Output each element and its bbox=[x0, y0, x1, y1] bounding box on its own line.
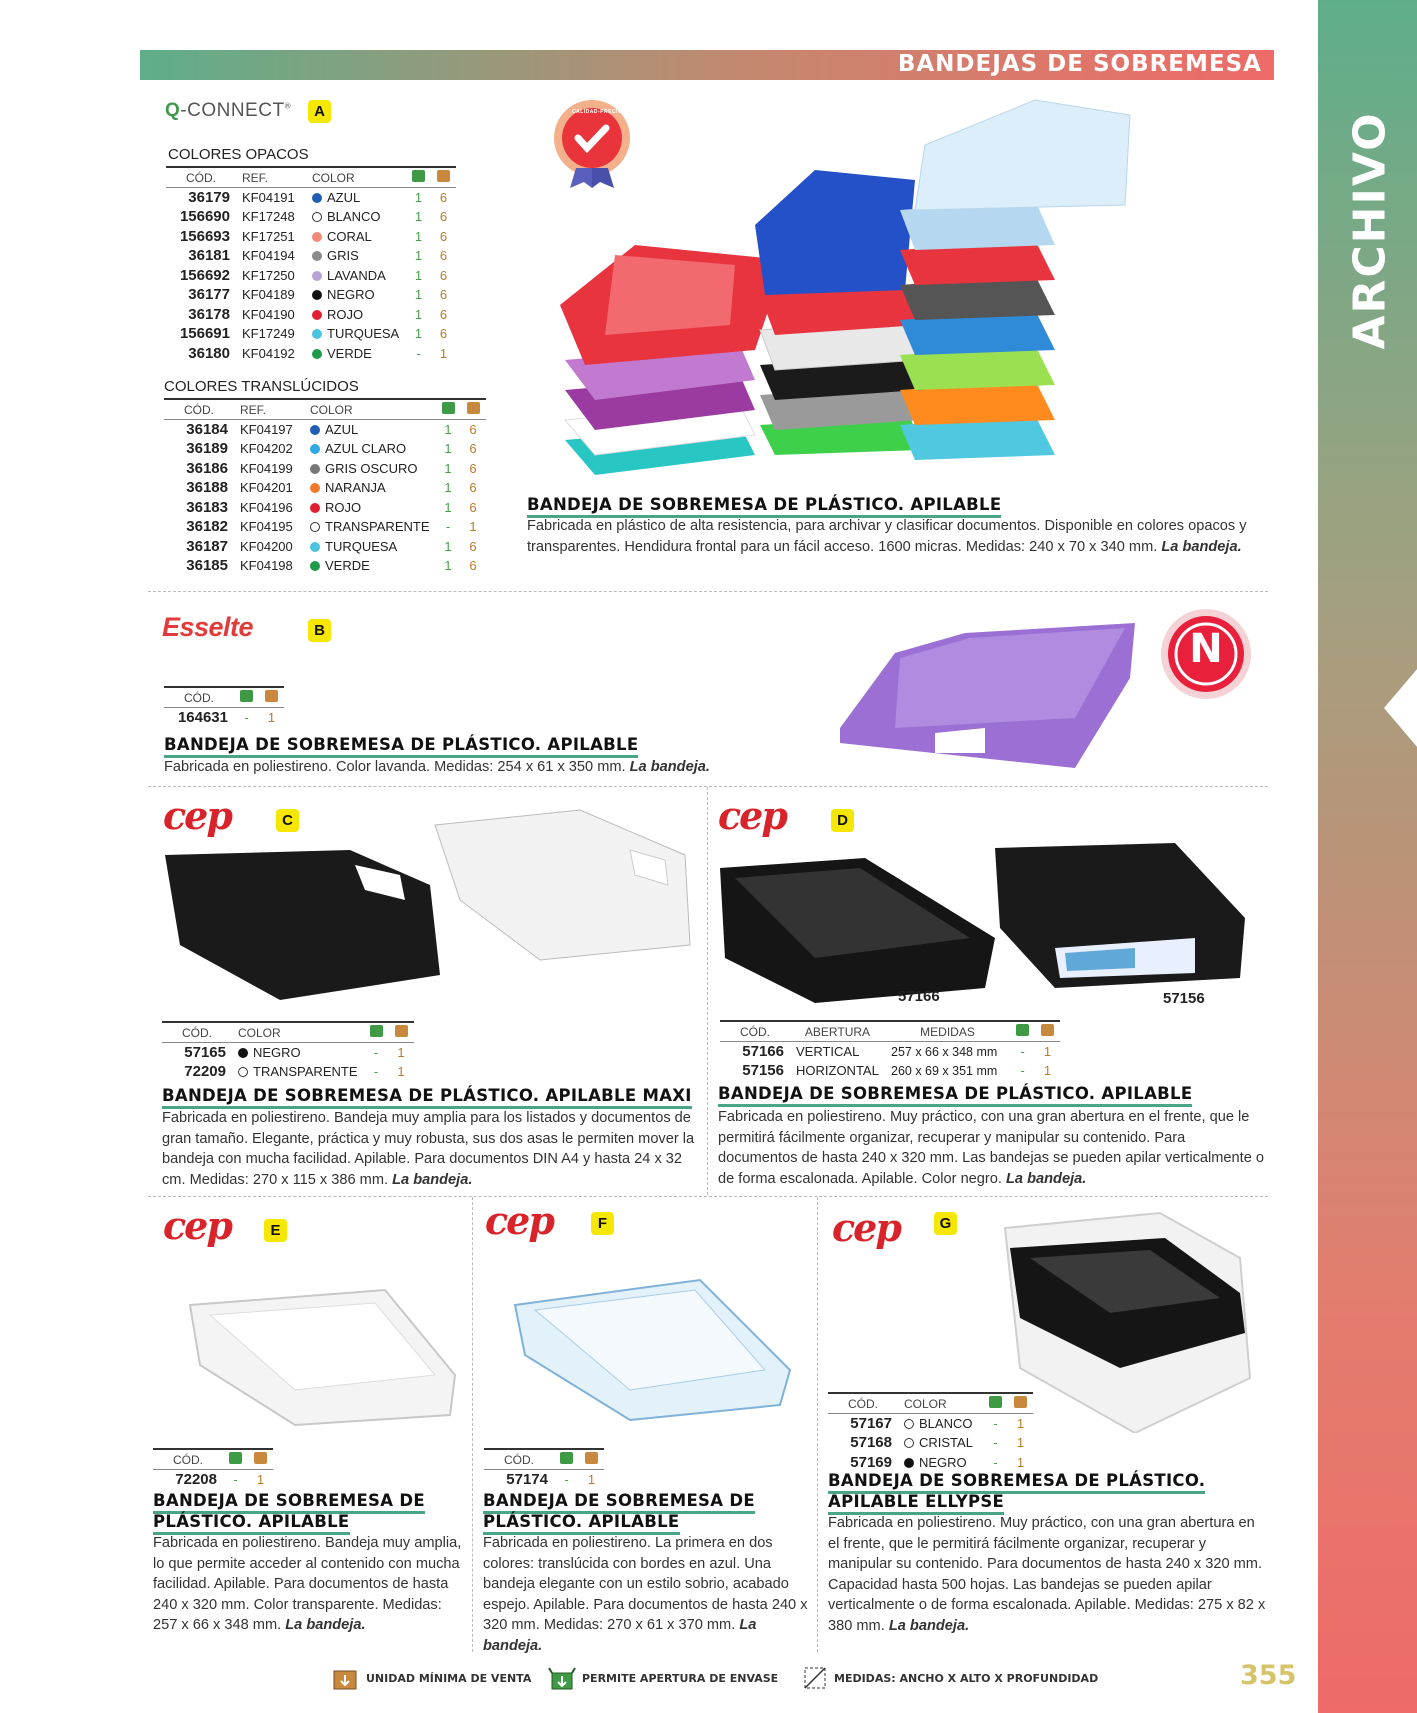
cell-unit-qty: 6 bbox=[439, 248, 448, 264]
product-image-ellypse-trays bbox=[1000, 1208, 1270, 1433]
cell-medidas: 260 x 69 x 351 mm bbox=[891, 1063, 998, 1078]
header-band bbox=[140, 50, 1274, 80]
color-swatch bbox=[312, 212, 322, 222]
col-unit-icon bbox=[461, 399, 486, 420]
color-swatch bbox=[312, 251, 322, 261]
cell-open-qty: - bbox=[244, 710, 249, 725]
table-row bbox=[164, 459, 486, 479]
brand-logo-esselte: Esselte bbox=[162, 612, 254, 642]
table-row bbox=[164, 498, 486, 518]
col-unit-icon bbox=[259, 687, 284, 708]
new-badge-letter: N bbox=[1189, 626, 1223, 672]
col-open-icon bbox=[436, 399, 461, 420]
cell-unit-qty: 1 bbox=[1043, 1063, 1052, 1079]
product-desc-d: Fabricada en poliestireno. Muy práctico, con una gran abertura en el frente, que le permitirá fácilmente organizar, recuperar y manipular su contenido. Para documentos de hasta 240 x 320 mm. Las bandejas se pueden apilar verticalmente o de forma escalonada. Apilable. Color negro. La bandeja. bbox=[718, 1109, 1264, 1187]
col-unit-icon bbox=[248, 1449, 273, 1470]
divider bbox=[817, 1197, 818, 1652]
cell-color: VERDE bbox=[304, 556, 436, 576]
color-swatch bbox=[310, 483, 320, 493]
divider bbox=[472, 1197, 473, 1652]
cell-cod: 156693 bbox=[179, 227, 230, 245]
cell-cod: 36187 bbox=[186, 537, 228, 555]
product-image-clear-tray bbox=[185, 1285, 460, 1435]
cell-unit-qty: 6 bbox=[469, 441, 477, 457]
cell-abertura: VERTICAL bbox=[796, 1044, 860, 1059]
badge-g: G bbox=[934, 1212, 957, 1235]
table-row bbox=[166, 324, 456, 344]
product-image-stacked-trays bbox=[555, 95, 1255, 485]
cell-cod: 57169 bbox=[850, 1453, 892, 1471]
cell-cod: 36184 bbox=[186, 421, 228, 438]
open-box-icon bbox=[548, 1665, 576, 1691]
col-unit-icon bbox=[389, 1022, 414, 1043]
color-swatch bbox=[312, 193, 322, 203]
col-cod: CÓD. bbox=[484, 1449, 554, 1470]
cell-unit-qty: 6 bbox=[469, 499, 477, 515]
product-title-f: BANDEJA DE SOBREMESA DE PLÁSTICO. APILABLE bbox=[483, 1490, 755, 1532]
footer-legend-open: PERMITE APERTURA DE ENVASE bbox=[548, 1665, 778, 1691]
cell-color: NARANJA bbox=[304, 478, 436, 498]
product-desc-g: Fabricada en poliestireno. Muy práctico, con una gran abertura en el frente, que le permitirá fácilmente organizar, recuperar y manipular su contenido. Para documentos de hasta 240 x 320 mm. Capacidad hasta 500 hojas. Las bandejas se pueden apilar verticalmente o de forma escalonada. Apilable. Medidas: 275 x 82 x 380 mm. La bandeja. bbox=[828, 1515, 1266, 1634]
color-swatch bbox=[312, 232, 322, 242]
table-row bbox=[164, 556, 486, 576]
cell-open-qty: 1 bbox=[444, 460, 452, 476]
cell-cod: 36186 bbox=[186, 459, 228, 477]
color-swatch bbox=[310, 444, 320, 454]
cell-unit-qty: 1 bbox=[1016, 1454, 1025, 1470]
measure-icon bbox=[802, 1665, 828, 1691]
col-open-icon bbox=[364, 1022, 389, 1043]
badge-f: F bbox=[591, 1212, 614, 1235]
col-unit-icon bbox=[431, 167, 456, 188]
cell-unit-qty: 1 bbox=[1043, 1044, 1052, 1059]
cell-open-qty: 1 bbox=[414, 267, 423, 283]
cell-open-qty: - bbox=[1020, 1044, 1025, 1059]
cell-ref: KF04202 bbox=[240, 441, 293, 457]
col-unit-icon bbox=[1008, 1393, 1033, 1414]
table-row bbox=[720, 1042, 1060, 1062]
side-banner-label: ARCHIVO bbox=[1344, 110, 1396, 350]
cell-unit-qty: 6 bbox=[439, 306, 448, 322]
cell-color: TURQUESA bbox=[306, 324, 406, 344]
col-open-icon bbox=[406, 167, 431, 188]
cell-unit-qty: 6 bbox=[469, 538, 477, 554]
cell-ref: KF17251 bbox=[242, 228, 295, 244]
product-image-black-trays bbox=[715, 838, 1255, 1008]
cell-ref: KF04192 bbox=[242, 345, 295, 361]
badge-d: D bbox=[831, 809, 854, 832]
cell-color: TRANSPARENTE bbox=[232, 1062, 364, 1082]
color-swatch bbox=[904, 1438, 914, 1448]
table-row bbox=[153, 1470, 273, 1490]
cell-unit-qty: 6 bbox=[469, 422, 477, 437]
table-row bbox=[166, 227, 456, 247]
table-row bbox=[164, 420, 486, 440]
col-open-icon bbox=[554, 1449, 579, 1470]
cell-ref: KF04197 bbox=[240, 422, 293, 437]
color-swatch bbox=[310, 464, 320, 474]
col-ref: REF. bbox=[234, 399, 304, 420]
color-swatch bbox=[904, 1419, 914, 1429]
cell-cod: 57165 bbox=[184, 1044, 226, 1061]
cell-color: BLANCO bbox=[306, 207, 406, 227]
cell-open-qty: 1 bbox=[414, 248, 423, 264]
cell-open-qty: 1 bbox=[444, 538, 452, 554]
product-desc-a: Fabricada en plástico de alta resistencia, para archivar y clasificar documentos. Disponible en colores opacos y transparentes. Hendidura frontal para un fácil acceso. 1600 micras. Medidas: 240 x 70 x 340 mm. La bandeja. bbox=[527, 518, 1247, 555]
quality-seal-text: CALIDAD-PRECIO bbox=[572, 109, 623, 115]
cell-unit-qty: 6 bbox=[439, 287, 448, 303]
cell-unit-qty: 1 bbox=[439, 345, 448, 361]
col-open-icon bbox=[223, 1449, 248, 1470]
cell-unit-qty: 6 bbox=[469, 460, 477, 476]
cell-open-qty: - bbox=[993, 1454, 998, 1470]
color-swatch bbox=[310, 542, 320, 552]
cell-color: ROJO bbox=[304, 498, 436, 518]
cell-open-qty: - bbox=[233, 1472, 238, 1487]
col-cod: CÓD. bbox=[828, 1393, 898, 1414]
cell-cod: 72208 bbox=[175, 1471, 217, 1488]
product-title-d: BANDEJA DE SOBREMESA DE PLÁSTICO. APILABLE bbox=[718, 1083, 1192, 1104]
col-open-icon bbox=[234, 687, 259, 708]
color-swatch bbox=[310, 561, 320, 571]
color-swatch bbox=[312, 349, 322, 359]
badge-c: C bbox=[276, 809, 299, 832]
color-swatch bbox=[312, 310, 322, 320]
badge-b: B bbox=[308, 619, 331, 642]
col-cod: CÓD. bbox=[720, 1021, 790, 1042]
cell-cod: 36188 bbox=[186, 479, 228, 497]
cell-color: GRIS bbox=[306, 246, 406, 266]
cell-unit-qty: 1 bbox=[587, 1472, 596, 1487]
cell-color: AZUL bbox=[306, 188, 406, 208]
table-d bbox=[720, 1020, 1060, 1081]
cell-color: BLANCO bbox=[898, 1414, 983, 1434]
cell-ref: KF04190 bbox=[242, 306, 295, 322]
product-desc-e: Fabricada en poliestireno. Bandeja muy amplia, lo que permite acceder al contenido con mucha facilidad. Apilable. Para documentos de hasta 240 x 320 mm. Color transparente. Medidas: 257 x 66 x 348 mm. La bandeja. bbox=[153, 1535, 462, 1633]
col-color: COLOR bbox=[898, 1393, 983, 1414]
cell-color: GRIS OSCURO bbox=[304, 459, 436, 479]
cell-open-qty: 1 bbox=[414, 209, 423, 225]
table-e bbox=[153, 1448, 273, 1489]
cell-open-qty: - bbox=[993, 1416, 998, 1431]
badge-e: E bbox=[264, 1219, 287, 1242]
cell-open-qty: - bbox=[416, 345, 421, 361]
cell-cod: 156690 bbox=[179, 208, 230, 226]
table-row bbox=[166, 344, 456, 364]
cell-ref: KF17250 bbox=[242, 267, 295, 283]
cell-unit-qty: 6 bbox=[439, 267, 448, 283]
image-label-57166: 57166 bbox=[898, 988, 940, 1005]
cell-ref: KF04195 bbox=[240, 519, 293, 535]
cell-cod: 164631 bbox=[177, 709, 228, 726]
cell-open-qty: 1 bbox=[444, 499, 452, 515]
cell-open-qty: - bbox=[373, 1045, 379, 1060]
cell-color: AZUL bbox=[304, 420, 436, 440]
cell-color: AZUL CLARO bbox=[304, 439, 436, 459]
product-image-lavender-tray bbox=[835, 603, 1135, 773]
cell-cod: 57174 bbox=[506, 1471, 548, 1488]
color-swatch bbox=[312, 329, 322, 339]
cell-unit-qty: 6 bbox=[439, 228, 448, 244]
cell-unit-qty: 6 bbox=[439, 190, 448, 205]
cell-ref: KF04198 bbox=[240, 558, 293, 574]
cell-open-qty: 1 bbox=[414, 287, 423, 303]
cell-color: VERDE bbox=[306, 344, 406, 364]
table-b bbox=[164, 686, 284, 727]
cell-ref: KF04189 bbox=[242, 287, 295, 303]
table-g bbox=[828, 1392, 1033, 1472]
col-cod: CÓD. bbox=[164, 399, 234, 420]
cell-color: TRANSPARENTE bbox=[304, 517, 436, 537]
table-opacos bbox=[166, 166, 456, 363]
col-ref: REF. bbox=[236, 167, 306, 188]
table-row bbox=[828, 1433, 1033, 1453]
cell-unit-qty: 6 bbox=[469, 558, 477, 574]
brand-logo-cep: cep bbox=[485, 1198, 553, 1243]
cell-open-qty: 1 bbox=[414, 326, 423, 342]
col-unit-icon bbox=[579, 1449, 604, 1470]
cell-color: NEGRO bbox=[306, 285, 406, 305]
cell-color: NEGRO bbox=[232, 1043, 364, 1063]
cell-ref: KF04191 bbox=[242, 190, 295, 205]
footer-legend-measures: MEDIDAS: ANCHO X ALTO X PROFUNDIDAD bbox=[802, 1665, 1098, 1691]
cell-open-qty: - bbox=[564, 1472, 569, 1487]
cell-color: LAVANDA bbox=[306, 266, 406, 286]
col-cod: CÓD. bbox=[153, 1449, 223, 1470]
table-row bbox=[166, 246, 456, 266]
cell-unit-qty: 1 bbox=[469, 519, 477, 535]
cell-ref: KF17249 bbox=[242, 326, 295, 342]
col-open-icon bbox=[983, 1393, 1008, 1414]
product-desc-b: Fabricada en poliestireno. Color lavanda. Medidas: 254 x 61 x 350 mm. La bandeja. bbox=[164, 759, 710, 775]
cell-open-qty: 1 bbox=[414, 228, 423, 244]
product-title-a: BANDEJA DE SOBREMESA DE PLÁSTICO. APILABLE bbox=[527, 494, 1001, 515]
divider bbox=[148, 1196, 1268, 1197]
cell-cod: 72209 bbox=[184, 1063, 226, 1081]
table-row bbox=[164, 537, 486, 557]
product-desc-f: Fabricada en poliestireno. La primera en dos colores: translúcida con bordes en azul. Una bandeja elegante con un estilo sobrio, acabado espejo. Apilable. Para documentos de hasta 240 x 320 mm. Medidas: 270 x 61 x 370 mm. La bandeja. bbox=[483, 1535, 808, 1654]
table-c bbox=[162, 1021, 414, 1082]
cell-ref: KF04200 bbox=[240, 538, 293, 554]
page-number: 355 bbox=[1240, 1660, 1297, 1691]
product-title-c: BANDEJA DE SOBREMESA DE PLÁSTICO. APILABLE MAXI bbox=[162, 1085, 692, 1106]
table-row bbox=[164, 478, 486, 498]
product-title-b: BANDEJA DE SOBREMESA DE PLÁSTICO. APILABLE bbox=[164, 734, 638, 755]
cell-ref: KF04201 bbox=[240, 480, 293, 496]
cell-cod: 36177 bbox=[188, 286, 230, 304]
cell-cod: 57167 bbox=[850, 1415, 892, 1432]
product-title-g: BANDEJA DE SOBREMESA DE PLÁSTICO. APILABLE ELLYPSE bbox=[828, 1470, 1205, 1512]
cell-open-qty: - bbox=[993, 1435, 998, 1451]
table-f bbox=[484, 1448, 604, 1489]
col-cod: CÓD. bbox=[166, 167, 236, 188]
cell-ref: KF04199 bbox=[240, 460, 293, 476]
cell-color: NEGRO bbox=[898, 1453, 983, 1473]
cell-cod: 57166 bbox=[742, 1043, 784, 1060]
cell-cod: 57156 bbox=[742, 1062, 784, 1080]
table-row bbox=[162, 1043, 414, 1063]
color-swatch bbox=[312, 290, 322, 300]
cell-open-qty: - bbox=[373, 1064, 379, 1080]
table-row bbox=[164, 439, 486, 459]
label-colores-opacos: COLORES OPACOS bbox=[168, 146, 309, 163]
cell-unit-qty: 1 bbox=[397, 1064, 405, 1080]
brand-logo-cep: cep bbox=[718, 793, 786, 838]
cell-cod: 156692 bbox=[179, 266, 230, 284]
col-medidas: MEDIDAS bbox=[885, 1021, 1010, 1042]
table-row bbox=[720, 1061, 1060, 1081]
label-colores-translucidos: COLORES TRANSLÚCIDOS bbox=[164, 378, 359, 395]
cell-color: CRISTAL bbox=[898, 1433, 983, 1453]
cell-ref: KF17248 bbox=[242, 209, 295, 225]
cell-unit-qty: 1 bbox=[1016, 1435, 1025, 1451]
color-swatch bbox=[310, 425, 320, 435]
color-swatch bbox=[310, 503, 320, 513]
color-swatch bbox=[310, 522, 320, 532]
brand-logo-qconnect: Q-CONNECT® bbox=[165, 100, 291, 121]
cell-unit-qty: 6 bbox=[439, 326, 448, 342]
color-swatch bbox=[904, 1458, 914, 1468]
cell-open-qty: 1 bbox=[444, 422, 452, 437]
color-swatch bbox=[238, 1048, 248, 1058]
table-row bbox=[828, 1414, 1033, 1434]
box-icon bbox=[332, 1665, 360, 1691]
table-row bbox=[166, 266, 456, 286]
cell-ref: KF04196 bbox=[240, 499, 293, 515]
col-unit-icon bbox=[1035, 1021, 1060, 1042]
table-row bbox=[166, 305, 456, 325]
color-swatch bbox=[312, 271, 322, 281]
brand-logo-cep: cep bbox=[832, 1205, 900, 1250]
cell-open-qty: 1 bbox=[414, 306, 423, 322]
cell-cod: 36178 bbox=[188, 305, 230, 323]
cell-open-qty: - bbox=[1020, 1063, 1025, 1079]
badge-a: A bbox=[308, 100, 331, 123]
table-row bbox=[164, 517, 486, 537]
cell-unit-qty: 6 bbox=[439, 209, 448, 225]
table-row bbox=[166, 207, 456, 227]
brand-logo-cep: cep bbox=[163, 1203, 231, 1248]
cell-unit-qty: 1 bbox=[267, 710, 276, 725]
cell-unit-qty: 1 bbox=[397, 1045, 405, 1060]
cell-color: ROJO bbox=[306, 305, 406, 325]
cell-cod: 36182 bbox=[186, 518, 228, 536]
divider bbox=[148, 591, 1268, 592]
image-label-57156: 57156 bbox=[1163, 990, 1205, 1007]
cell-cod: 36183 bbox=[186, 498, 228, 516]
product-image-maxi-trays bbox=[160, 805, 700, 1005]
table-row bbox=[162, 1062, 414, 1082]
cell-color: CORAL bbox=[306, 227, 406, 247]
cell-cod: 57168 bbox=[850, 1434, 892, 1452]
table-translucidos bbox=[164, 398, 486, 576]
cell-open-qty: - bbox=[445, 519, 451, 535]
cell-medidas: 257 x 66 x 348 mm bbox=[891, 1044, 998, 1059]
product-image-blue-clear-tray bbox=[510, 1275, 795, 1425]
cell-unit-qty: 6 bbox=[469, 480, 477, 496]
cell-color: TURQUESA bbox=[304, 537, 436, 557]
col-cod: CÓD. bbox=[164, 687, 234, 708]
cell-open-qty: 1 bbox=[444, 558, 452, 574]
divider bbox=[707, 787, 708, 1195]
product-desc-c: Fabricada en poliestireno. Bandeja muy amplia para los listados y documentos de gran tamaño. Elegante, práctica y muy robusta, sus dos asas le permiten mover la bandeja con mucha facilidad. Apilable. Para documentos DIN A4 y hasta 24 x 32 cm. Medidas: 270 x 115 x 386 mm. La bandeja. bbox=[162, 1110, 695, 1188]
color-swatch bbox=[238, 1067, 248, 1077]
table-row bbox=[484, 1470, 604, 1490]
table-row bbox=[164, 708, 284, 728]
cell-cod: 36180 bbox=[188, 344, 230, 362]
cell-cod: 36181 bbox=[188, 247, 230, 265]
col-open-icon bbox=[1010, 1021, 1035, 1042]
cell-open-qty: 1 bbox=[444, 480, 452, 496]
cell-open-qty: 1 bbox=[414, 190, 423, 205]
table-row bbox=[166, 285, 456, 305]
cell-cod: 36179 bbox=[188, 189, 230, 206]
cell-unit-qty: 1 bbox=[256, 1472, 265, 1487]
table-row bbox=[166, 188, 456, 208]
product-title-e: BANDEJA DE SOBREMESA DE PLÁSTICO. APILABLE bbox=[153, 1490, 425, 1532]
divider bbox=[148, 786, 1268, 787]
page-title: BANDEJAS DE SOBREMESA bbox=[897, 51, 1262, 77]
col-color: COLOR bbox=[304, 399, 436, 420]
brand-logo-cep: cep bbox=[163, 793, 231, 838]
cell-open-qty: 1 bbox=[444, 441, 452, 457]
col-abertura: ABERTURA bbox=[790, 1021, 885, 1042]
col-cod: CÓD. bbox=[162, 1022, 232, 1043]
cell-cod: 36189 bbox=[186, 440, 228, 458]
cell-cod: 36185 bbox=[186, 557, 228, 575]
side-banner-notch bbox=[1384, 668, 1417, 748]
footer-legend-unit: UNIDAD MÍNIMA DE VENTA bbox=[332, 1665, 531, 1691]
cell-unit-qty: 1 bbox=[1016, 1416, 1025, 1431]
col-color: COLOR bbox=[306, 167, 406, 188]
col-color: COLOR bbox=[232, 1022, 364, 1043]
cell-cod: 156691 bbox=[179, 325, 230, 343]
cell-abertura: HORIZONTAL bbox=[796, 1063, 879, 1079]
cell-ref: KF04194 bbox=[242, 248, 295, 264]
